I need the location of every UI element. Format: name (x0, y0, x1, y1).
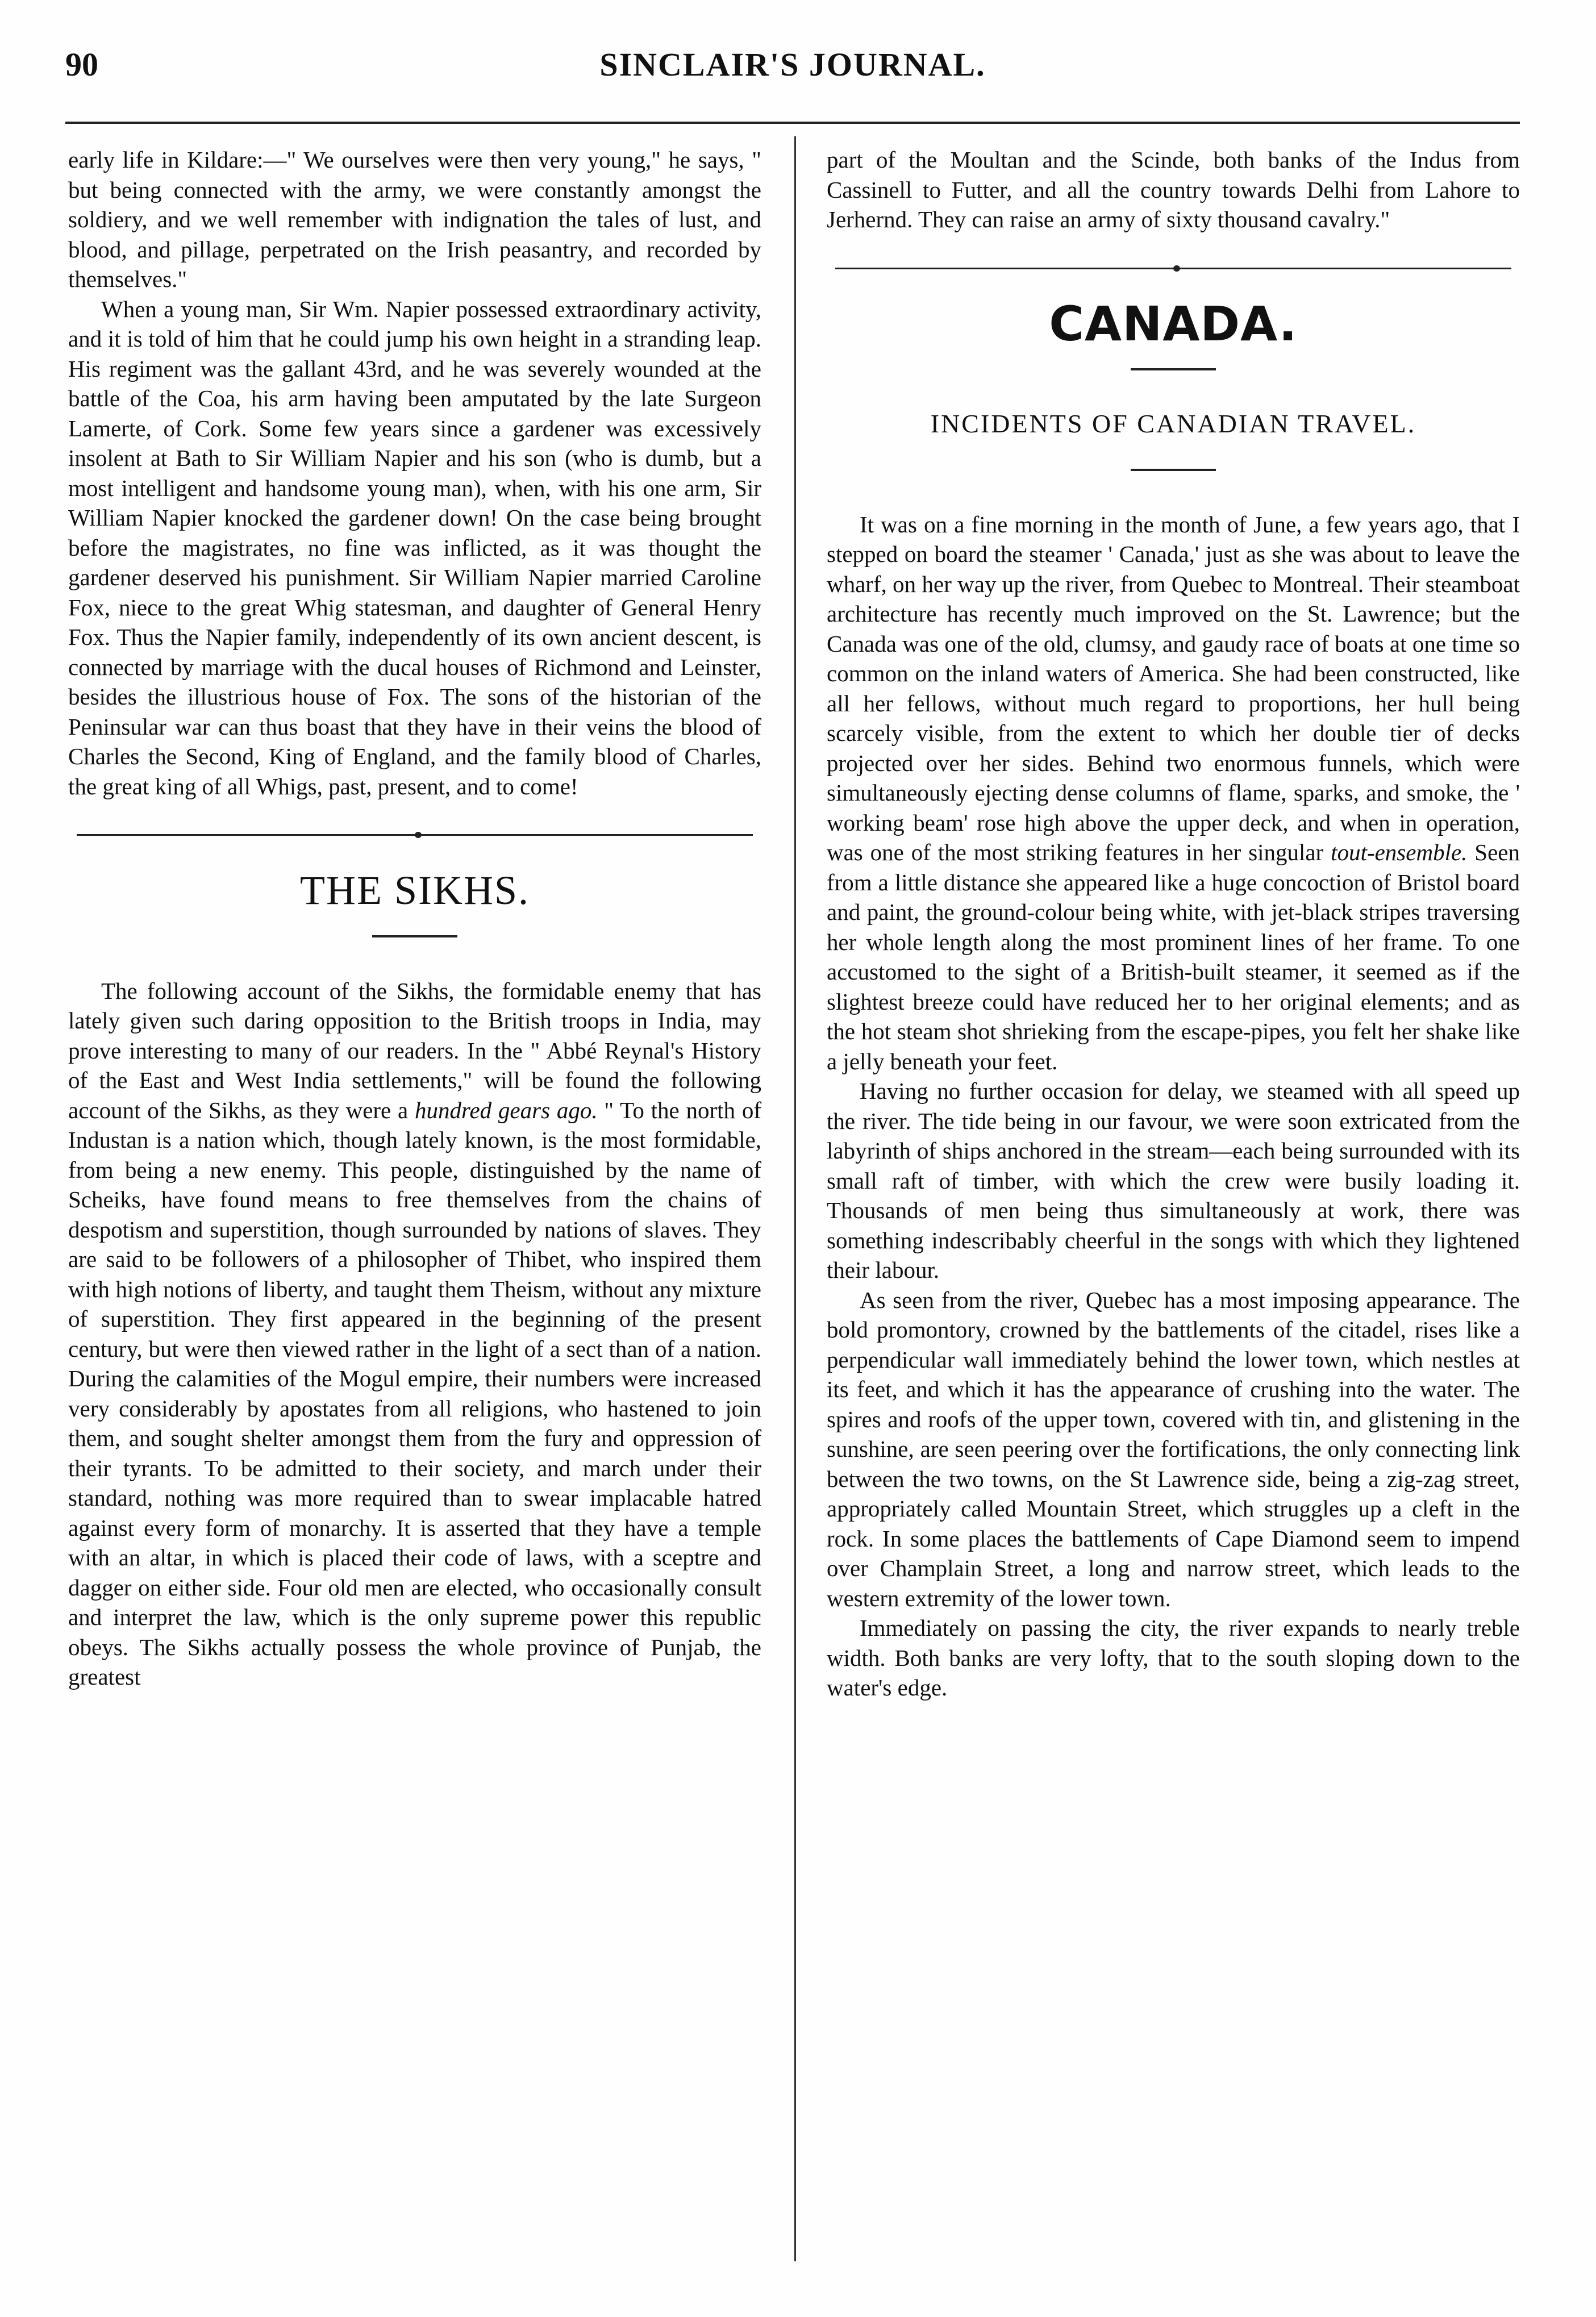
napier-paragraph-2: When a young man, Sir Wm. Napier possessed extraordinary activity, and it is told of him that he could jump his own height in a stranding leap. His regiment was the gallant 43rd, and he was severely wounded at the battle of the Coa, his arm having been amputated by the late Surgeon Lamerte, of Cork. Some few years since a gardener was excessively insolent at Bath to Sir William Napier and his son (who is dumb, but a most intelligent and handsome young man), when, with his one arm, Sir William Napier knocked the gardener down! On the case being brought before the magistrates, no fine was inflicted, as it was thought the gardener deserved his punishment. Sir William Napier married Caroline Fox, niece to the great Whig statesman, and daughter of General Henry Fox. Thus the Napier family, independently of its own ancient descent, is connected by marriage with the ducal houses of Richmond and Leinster, besides the illustrious house of Fox. The sons of the historian of the Peninsular war can thus boast that they have in their veins the blood of Charles the Second, King of England, and the family blood of Charles, the great king of all Whigs, past, present, and to come! (68, 295, 761, 799)
page-number: 90 (65, 46, 98, 83)
canada-text-a: It was on a fine morning in the month of June, a few years ago, that I stepped on board the steamer ' Canada,' just as she was about to leave the wharf, on her way up the river, from Quebec to Montreal. Their steamboat architecture has recently much improved on the St. Lawrence; but the Canada was one of the old, clumsy, and gaudy race of boats at one time so common on the inland waters of America. She had been constructed, like all her fellows, without much regard to proportions, her hull being scarcely visible, from the extent to which her double tier of decks projected over her sides. Behind two enormous funnels, which were simultaneously ejecting dense columns of flame, sparks, and smoke, the ' working beam' rose high above the upper deck, and when in operation, was one of the most striking features in her singular (827, 511, 1520, 865)
right-column (827, 145, 1520, 1703)
napier-paragraph-1: early life in Kildare:—" We ourselves were then very young," he says, " but being connected with the army, we were constantly amongst the soldiery, and we well remember with indignation the tales of lust, and blood, and pillage, perpetrated on the Irish peasantry, and recorded by themselves." (68, 147, 761, 292)
canada-text-b: Seen from a little distance she appeared like a huge concoction of Bristol board and paint, the ground-colour being white, with jet-black stripes traversing her whole length along the most prominent lines of her frame. To one accustomed to the sight of a British-built steamer, it seemed as if the slightest breeze could have reduced her to her original elements; and as the hot steam shot shrieking from the escape-pipes, you felt her shake like a jelly beneath your feet. (827, 839, 1520, 1074)
journal-title: SINCLAIR'S JOURNAL. (599, 46, 986, 83)
canada-paragraph-4: Immediately on passing the city, the river expands to nearly treble width. Both banks are very lofty, that to the south sloping down to the water's edge. (827, 1615, 1520, 1701)
sikhs-continuation: part of the Moultan and the Scinde, both banks of the Indus from Cassinell to Futter, and all the country towards Delhi from Lahore to Jerhernd. They can raise an army of sixty thousand cavalry." (827, 147, 1520, 232)
sikhs-paragraph (68, 976, 761, 1692)
section-divider (835, 268, 1511, 269)
page-header (65, 40, 1520, 102)
canada-heading: CANADA. (1049, 295, 1298, 352)
canada-paragraph-1 (827, 510, 1520, 1077)
column-divider (794, 136, 796, 2261)
left-column (68, 145, 761, 1692)
sikhs-text-a: The following account of the Sikhs, the formidable enemy that has lately given such daring opposition to the British troops in India, may prove interesting to many of our readers. In the " Abbé Reynal's History of the East and West India settlements," will be found the following account of the Sikhs, as they were a (68, 977, 761, 1123)
section-divider (77, 834, 753, 836)
heading-rule (372, 935, 457, 937)
divider-ornament (415, 832, 422, 838)
canada-text-italic: tout-ensemble. (1331, 839, 1468, 865)
header-rule (65, 122, 1520, 124)
canada-paragraph-2: Having no further occasion for delay, we steamed with all speed up the river. The tide being in our favour, we were soon extricated from the labyrinth of ships anchored in the stream—each being surrounded with its small raft of timber, with which the crew were busily loading it. Thousands of men being thus simultaneously at work, there was something indescribably cheerful in the songs with which they lightened their labour. (827, 1078, 1520, 1283)
sikhs-text-italic: hundred gears ago. (415, 1097, 598, 1123)
canada-subtitle: INCIDENTS OF CANADIAN TRAVEL. (930, 409, 1416, 438)
divider-ornament (1173, 265, 1180, 272)
heading-rule (1131, 368, 1216, 370)
canada-paragraph-3: As seen from the river, Quebec has a most imposing appearance. The bold promontory, crowned by the battlements of the citadel, rises like a perpendicular wall immediately behind the lower town, which nestles at its feet, and which it has the appearance of crushing into the water. The spires and roofs of the upper town, covered with tin, and glistening in the sunshine, are seen peering over the fortifications, the only connecting link between the two towns, on the St Lawrence side, being a zig-zag street, appropriately called Mountain Street, which struggles up a cleft in the rock. In some places the battlements of Cape Diamond seem to impend over Champlain Street, a long and narrow street, which leads to the western extremity of the lower town. (827, 1286, 1520, 1611)
sikhs-heading: THE SIKHS. (299, 868, 530, 913)
sikhs-text-b: " To the north of Industan is a nation which, though lately known, is the most formidable, from being a new enemy. This people, distinguished by the name of Scheiks, have found means to free themselves from the chains of despotism and superstition, though surrounded by nations of slaves. They are said to be followers of a philosopher of Thibet, who inspired them with high notions of liberty, and taught them Theism, without any mixture of superstition. They first appeared in the beginning of the present century, but were then viewed rather in the light of a sect than of a nation. During the calamities of the Mogul empire, their numbers were increased very considerably by apostates from all religions, who hastened to join them, and sought shelter amongst them from the fury and oppression of their tyrants. To be admitted to their society, and march under their standard, nothing was more required than to swear implacable hatred against every form of monarchy. It is asserted that they have a temple with an altar, in which is placed their code of laws, with a sceptre and dagger on either side. Four old men are elected, who occasionally consult and interpret the law, which is the only supreme power this republic obeys. The Sikhs actually possess the whole province of Punjab, the greatest (68, 1097, 761, 1690)
subtitle-rule (1131, 469, 1216, 471)
